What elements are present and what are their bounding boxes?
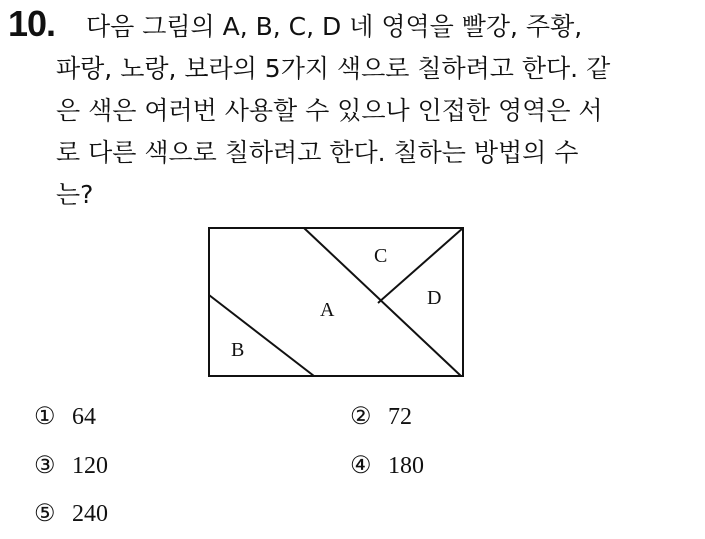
choice-3-value: 120 — [72, 453, 108, 479]
choice-4[interactable] — [350, 451, 424, 481]
choice-5-marker: ⑤ — [34, 501, 56, 527]
region-label-b: B — [231, 339, 245, 361]
region-label-d: D — [427, 287, 442, 309]
choice-2-marker: ② — [350, 404, 372, 430]
choice-4-value: 180 — [388, 453, 424, 479]
stem-line-3: 은 색은 여러번 사용할 수 있으나 인접한 영역은 서 — [56, 96, 603, 125]
choice-5-value: 240 — [72, 501, 108, 527]
choice-1-value: 64 — [72, 404, 96, 430]
choice-1[interactable] — [34, 402, 96, 432]
choice-5[interactable] — [34, 499, 108, 529]
region-diagram — [208, 226, 468, 380]
choice-2-value: 72 — [388, 404, 412, 430]
outer-rectangle — [209, 228, 463, 376]
problem-number: 10. — [8, 3, 56, 44]
stem-line-5: 는? — [56, 180, 94, 209]
choice-1-marker: ① — [34, 404, 56, 430]
divider-line-c-d — [378, 228, 463, 303]
region-label-c: C — [374, 245, 388, 267]
choice-2[interactable] — [350, 402, 412, 432]
problem-stem — [56, 6, 686, 216]
choice-4-marker: ④ — [350, 453, 372, 479]
region-figure — [208, 226, 468, 384]
stem-line-2: 파랑, 노랑, 보라의 5가지 색으로 칠하려고 한다. 같 — [56, 54, 611, 83]
divider-line-a-b — [209, 295, 314, 376]
choice-3-marker: ③ — [34, 453, 56, 479]
choice-3[interactable] — [34, 451, 108, 481]
stem-line-4: 로 다른 색으로 칠하려고 한다. 칠하는 방법의 수 — [56, 138, 579, 167]
stem-line-1: 다음 그림의 A, B, C, D 네 영역을 빨강, 주황, — [86, 12, 583, 41]
region-label-a: A — [320, 299, 335, 321]
